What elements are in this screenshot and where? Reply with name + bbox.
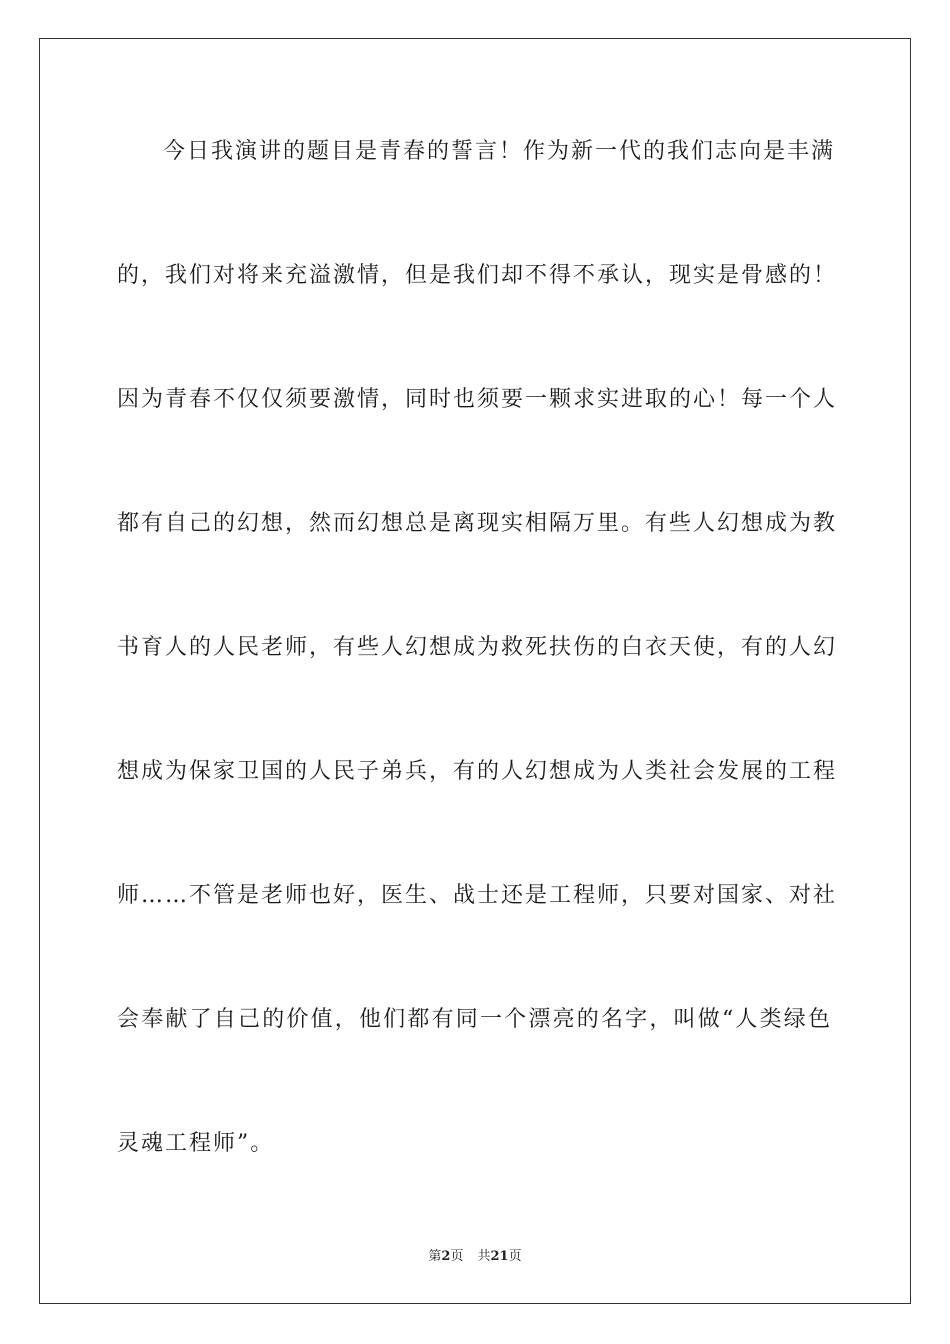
text-line: 师……不管是老师也好，医生、战士还是工程师，只要对国家、对社 bbox=[117, 883, 838, 908]
text-line: 会奉献了自己的价值，他们都有同一个漂亮的名字，叫做“人类绿色 bbox=[117, 1007, 832, 1032]
total-pages: 21 bbox=[490, 1249, 509, 1264]
page-footer bbox=[0, 1248, 950, 1266]
text-line: 今日我演讲的题目是青春的誓言！作为新一代的我们志向是丰满 bbox=[163, 139, 836, 164]
page-label-prefix: 第 bbox=[428, 1249, 442, 1264]
page-label-suffix: 页 bbox=[450, 1249, 464, 1264]
text-line: 因为青春不仅仅须要激情，同时也须要一颗求实进取的心！每一个人 bbox=[117, 387, 838, 412]
total-label-prefix: 共 bbox=[477, 1249, 491, 1264]
text-line: 想成为保家卫国的人民子弟兵，有的人幻想成为人类社会发展的工程 bbox=[117, 759, 838, 784]
text-line: 书育人的人民老师，有些人幻想成为救死扶伤的白衣天使，有的人幻 bbox=[117, 635, 838, 660]
text-line: 都有自己的幻想，然而幻想总是离现实相隔万里。有些人幻想成为教 bbox=[117, 511, 838, 536]
total-label-suffix: 页 bbox=[508, 1249, 522, 1264]
page-border bbox=[39, 38, 911, 1304]
page-number: 2 bbox=[441, 1249, 451, 1264]
text-line: 灵魂工程师”。 bbox=[117, 1131, 275, 1156]
text-line: 的，我们对将来充溢激情，但是我们却不得不承认，现实是骨感的！ bbox=[117, 263, 838, 288]
